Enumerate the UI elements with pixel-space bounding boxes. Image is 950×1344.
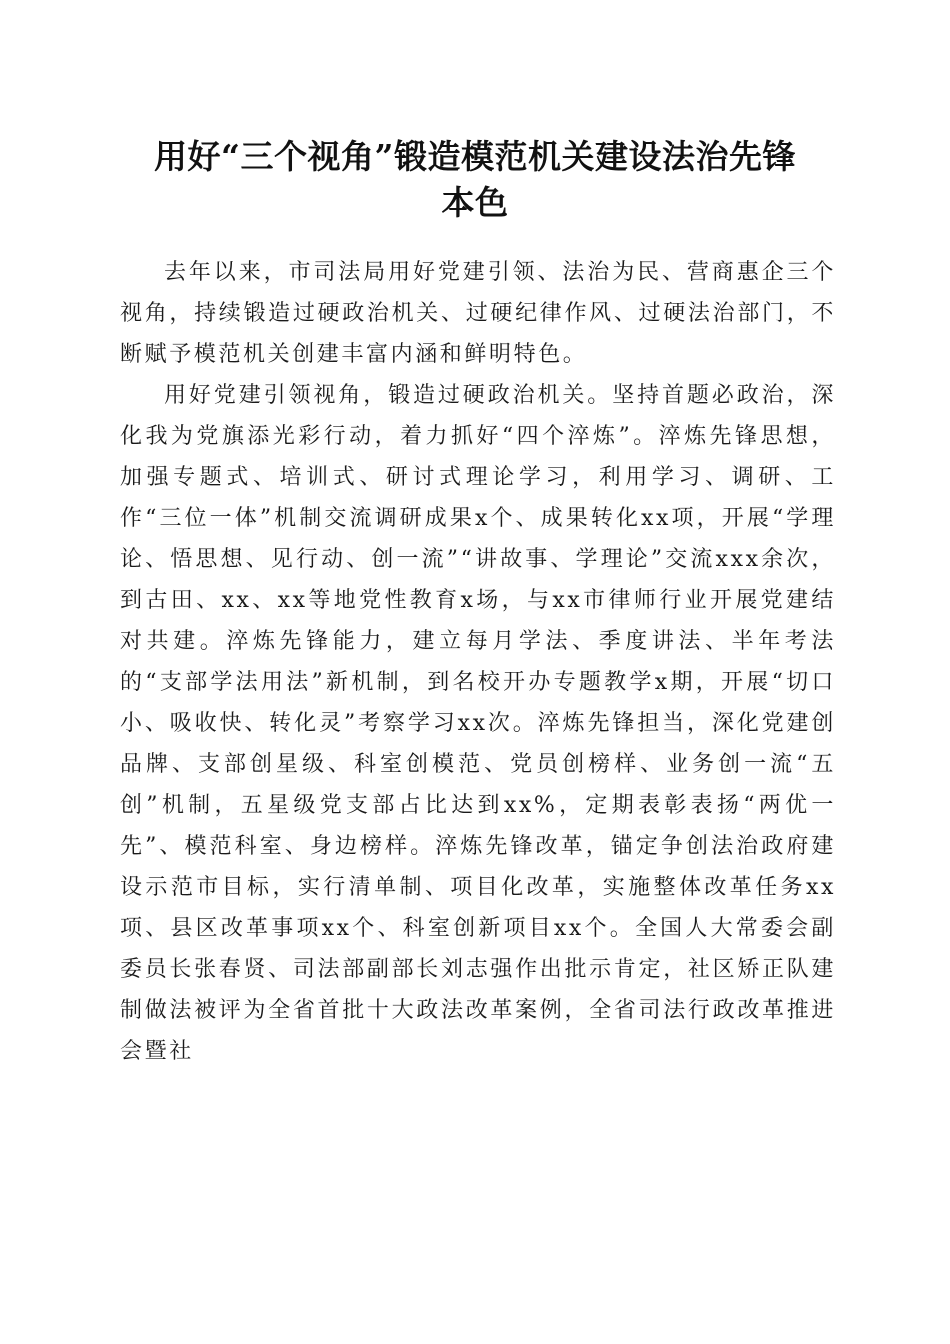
- document-body: [120, 252, 836, 1072]
- title-line-2: 本色: [441, 183, 509, 222]
- title-line-1: 用好“三个视角”锻造模范机关建设法治先锋: [154, 137, 796, 176]
- document-title: [100, 134, 850, 226]
- paragraph-party-building: 用好党建引领视角，锻造过硬政治机关。坚持首题必政治，深化我为党旗添光彩行动，着力抓好“四个淬炼”。淬炼先锋思想，加强专题式、培训式、研讨式理论学习，利用学习、调研、工作“三位一体”机制交流调研成果x个、成果转化xx项，开展“学理论、悟思想、见行动、创一流”“讲故事、学理论”交流xxx余次，到古田、xx、xx等地党性教育x场，与xx市律师行业开展党建结对共建。淬炼先锋能力，建立每月学法、季度讲法、半年考法的“支部学法用法”新机制，到名校开办专题教学x期，开展“切口小、吸收快、转化灵”考察学习xx次。淬炼先锋担当，深化党建创品牌、支部创星级、科室创模范、党员创榜样、业务创一流“五创”机制，五星级党支部占比达到xx%，定期表彰表扬“两优一先”、模范科室、身边榜样。淬炼先锋改革，锚定争创法治政府建设示范市目标，实行清单制、项目化改革，实施整体改革任务xx项、县区改革事项xx个、科室创新项目xx个。全国人大常委会副委员长张春贤、司法部副部长刘志强作出批示肯定，社区矫正队建制做法被评为全省首批十大政法改革案例，全省司法行政改革推进会暨社: [120, 383, 836, 1064]
- paragraph-intro: 去年以来，市司法局用好党建引领、法治为民、营商惠企三个视角，持续锻造过硬政治机关、过硬纪律作风、过硬法治部门，不断赋予模范机关创建丰富内涵和鲜明特色。: [120, 260, 836, 367]
